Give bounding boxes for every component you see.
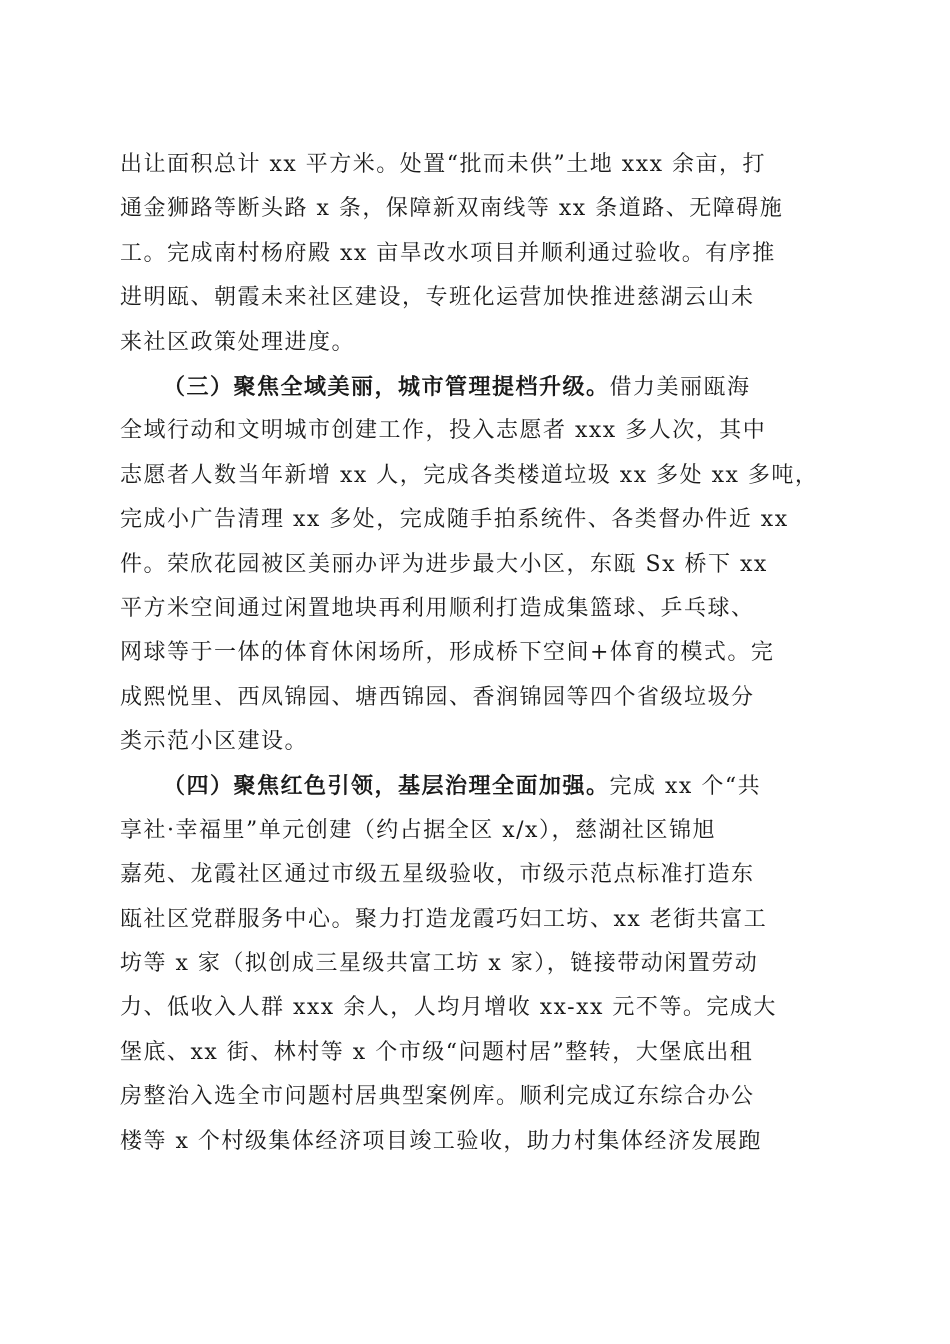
paragraph-line: 件。荣欣花园被区美丽办评为进步最大小区，东瓯 Sx 桥下 xx <box>120 551 768 577</box>
section-3-first-line-text: 借力美丽瓯海 <box>609 374 751 400</box>
paragraph-line: 坊等 x 家（拟创成三星级共富工坊 x 家），链接带动闲置劳动 <box>120 951 759 977</box>
paragraph-line: 楼等 x 个村级集体经济项目竣工验收，助力村集体经济发展跑 <box>120 1128 762 1154</box>
paragraph-line: 全域行动和文明城市创建工作，投入志愿者 xxx 多人次，其中 <box>120 418 767 444</box>
paragraph-line: 通金狮路等断头路 x 条，保障新双南线等 xx 条道路、无障碍施 <box>120 196 784 222</box>
paragraph-line: 出让面积总计 xx 平方米。处置“批而未供”土地 xxx 余亩，打 <box>120 152 767 177</box>
paragraph-line: 堡底、xx 街、林村等 x 个市级“问题村居”整转，大堡底出租 <box>120 1039 754 1065</box>
paragraph-line: 来社区政策处理进度。 <box>120 329 356 355</box>
paragraph-line: 网球等于一体的体育休闲场所，形成桥下空间+体育的模式。完 <box>120 640 775 666</box>
section-3-heading: （三）聚焦全域美丽，城市管理提档升级。 <box>163 373 610 400</box>
section-4-heading: （四）聚焦红色引领，基层治理全面加强。 <box>163 773 610 800</box>
paragraph-line: 房整治入选全市问题村居典型案例库。顺利完成辽东综合办公 <box>120 1084 755 1110</box>
section-4-first-line <box>120 764 830 808</box>
paragraph-line: 志愿者人数当年新增 xx 人，完成各类楼道垃圾 xx 多处 xx 多吨， <box>120 462 819 488</box>
paragraph-line: 力、低收入人群 xxx 余人，人均月增收 xx-xx 元不等。完成大 <box>120 995 777 1021</box>
paragraph-line: 嘉苑、龙霞社区通过市级五星级验收，市级示范点标准打造东 <box>120 862 755 888</box>
section-3-first-line <box>120 365 830 409</box>
paragraph-line: 平方米空间通过闲置地块再利用顺利打造成集篮球、乒乓球、 <box>120 595 755 621</box>
paragraph-line: 工。完成南村杨府殿 xx 亩旱改水项目并顺利通过验收。有序推 <box>120 240 776 266</box>
document-body <box>120 143 830 1164</box>
paragraph-line: 完成小广告清理 xx 多处，完成随手拍系统件、各类督办件近 xx <box>120 507 789 533</box>
paragraph-line: 类示范小区建设。 <box>120 729 309 755</box>
section-4-first-line-text: 完成 xx 个“共 <box>609 774 762 800</box>
paragraph-line: 成熙悦里、西凤锦园、塘西锦园、香润锦园等四个省级垃圾分 <box>120 684 755 710</box>
paragraph-line: 进明瓯、朝霞未来社区建设，专班化运营加快推进慈湖云山未 <box>120 285 755 311</box>
paragraph-line: 瓯社区党群服务中心。聚力打造龙霞巧妇工坊、xx 老街共富工 <box>120 906 768 932</box>
paragraph-line: 享社·幸福里”单元创建（约占据全区 x/x），慈湖社区锦旭 <box>120 817 716 843</box>
